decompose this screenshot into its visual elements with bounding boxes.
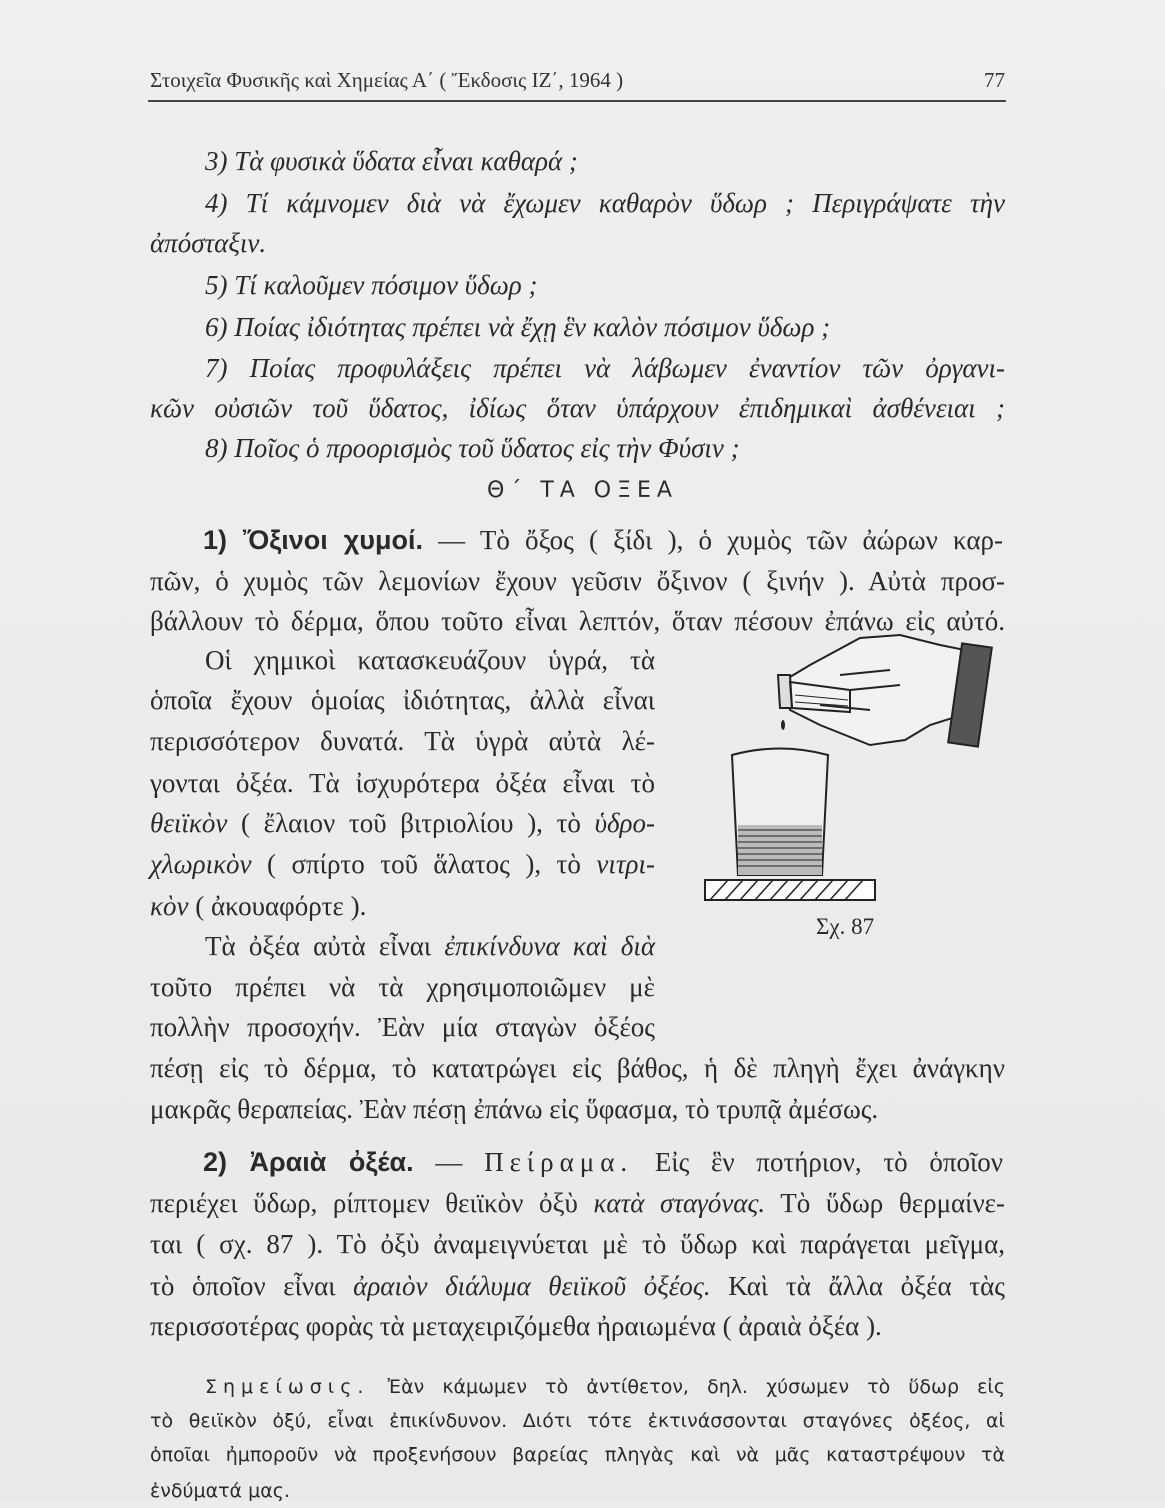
text-segment: Πείραμα. — [484, 1147, 634, 1177]
text-segment: θειϊκὸν — [150, 808, 228, 838]
stand-base — [705, 880, 875, 900]
figure-acid-pouring-illustration — [700, 630, 1010, 910]
text-segment: ( σπίρτο τοῦ ἅλατος ), τὸ — [251, 849, 597, 879]
text-line — [205, 929, 655, 963]
text-segment: ται ( σχ. 87 ). Τὸ ὀξὺ ἀναμειγνύεται μὲ τὸ ὕδωρ καὶ παράγεται μεῖγμα, — [150, 1229, 1005, 1259]
text-line — [205, 643, 655, 677]
text-line — [150, 724, 655, 758]
text-line — [203, 1145, 1003, 1179]
text-line — [150, 847, 655, 881]
text-line — [205, 351, 1005, 385]
text-line — [150, 1309, 882, 1343]
text-segment: 6) Ποίας ἰδιότητας πρέπει νὰ ἔχῃ ἓν καλὸν πόσιμον ὕδωρ ; — [205, 312, 831, 342]
chapter-heading: Θ΄ ΤΑ ΟΞΕΑ — [487, 478, 678, 503]
text-line — [150, 1010, 655, 1044]
text-line — [203, 523, 1003, 557]
text-segment: ὁποῖα ἔχουν ὁμοίας ἰδιότητας, ἀλλὰ εἶναι — [150, 685, 655, 715]
text-segment: ἀπόσταξιν. — [150, 228, 267, 258]
text-line — [150, 889, 366, 923]
text-segment: Τὸ ὕδωρ θερμαίνε- — [765, 1188, 1005, 1218]
text-line — [150, 1186, 1005, 1220]
text-line — [150, 1051, 1005, 1085]
text-segment: ἐνδύματά μας. — [150, 1480, 290, 1502]
text-line — [150, 683, 655, 717]
text-segment: κατὰ σταγόνας. — [593, 1188, 766, 1218]
text-line — [150, 1092, 878, 1126]
text-segment: ἐπικίνδυνα καὶ διὰ — [444, 931, 656, 961]
running-header — [150, 68, 1005, 93]
text-segment: ( ἀκουαφόρτε ). — [188, 891, 367, 921]
text-segment: ἀραιὸν διάλυμα θειϊκοῦ ὀξέος. — [353, 1271, 711, 1301]
text-segment: 4) Τί κάμνομεν διὰ νὰ ἔχωμεν καθαρὸν ὕδωρ ; Περιγράψατε τὴν — [205, 188, 1005, 218]
text-segment: χλωρικὸν — [150, 849, 252, 879]
note-line — [150, 1438, 1005, 1472]
text-line — [205, 310, 830, 344]
text-line — [205, 431, 740, 465]
text-segment: — Τὸ ὄξος ( ξίδι ), ὁ χυμὸς τῶν ἀώρων καρ- — [422, 525, 1004, 555]
text-segment: 7) Ποίας προφυλάξεις πρέπει νὰ λάβωμεν ἐναντίον τῶν ὀργανι- — [205, 353, 1005, 383]
beaker-icon — [732, 749, 828, 876]
text-segment: Εἰς ἓν ποτήριον, τὸ ὁποῖον — [633, 1147, 1003, 1177]
text-segment: πῶν, ὁ χυμὸς τῶν λεμονίων ἔχουν γεῦσιν ὄξινον ( ξινήν ). Αὐτὰ προσ- — [150, 566, 1005, 596]
text-segment: ὁποῖαι ἠμποροῦν νὰ προξενήσουν βαρείας πληγὰς καὶ νὰ μᾶς καταστρέψουν τὰ — [150, 1444, 1005, 1466]
text-segment: γονται ὀξέα. Τὰ ἰσχυρότερα ὀξέα εἶναι τὸ — [150, 768, 655, 798]
text-segment: τοῦτο πρέπει νὰ τὰ χρησιμοποιῶμεν μὲ — [150, 972, 655, 1002]
text-line — [150, 1227, 1005, 1261]
text-line — [150, 1269, 1005, 1303]
figure-caption: Σχ. 87 — [816, 914, 875, 939]
text-line — [150, 564, 1005, 598]
text-segment: περισσοτέρας φορὰς τὰ μεταχειριζόμεθα ἠραιωμένα ( ἀραιὰ ὀξέα ). — [150, 1311, 882, 1341]
text-segment: — — [413, 1147, 485, 1177]
text-line — [150, 970, 655, 1004]
text-segment: 2) Ἀραιὰ ὀξέα. — [203, 1147, 414, 1177]
text-segment: βάλλουν τὸ δέρμα, ὅπου τοῦτο εἶναι λεπτόν, ὅταν πέσουν ἐπάνω εἰς αὐτό. — [150, 606, 1005, 636]
note-line — [150, 1474, 290, 1508]
text-segment: ( ἔλαιον τοῦ βιτριολίου ), τὸ — [227, 808, 595, 838]
text-segment: Οἱ χημικοὶ κατασκευάζουν ὑγρά, τὰ — [205, 645, 655, 675]
text-line — [150, 806, 655, 840]
text-segment: τὸ θειϊκὸν ὀξύ, εἶναι ἐπικίνδυνον. Διότι τότε ἐκτινάσσονται σταγόνες ὀξέος, αἱ — [150, 1410, 1005, 1432]
text-segment: περισσότερον δυνατά. Τὰ ὑγρὰ αὐτὰ λέ- — [150, 726, 655, 756]
text-segment: 3) Τὰ φυσικὰ ὕδατα εἶναι καθαρά ; — [205, 146, 578, 176]
text-segment: Σημείωσις. — [205, 1376, 370, 1398]
text-segment: πολλὴν προσοχήν. Ἐὰν μία σταγὼν ὀξέος — [150, 1012, 655, 1042]
note-line — [205, 1370, 1005, 1404]
text-line — [150, 226, 266, 260]
header-rule — [148, 100, 1006, 102]
text-segment: κῶν οὐσιῶν τοῦ ὕδατος, ἰδίως ὅταν ὑπάρχουν ἐπιδημικαὶ ἀσθένειαι ; — [150, 393, 1005, 423]
text-segment: τὸ ὁποῖον εἶναι — [150, 1271, 354, 1301]
text-segment: μακρᾶς θεραπείας. Ἐὰν πέσῃ ἐπάνω εἰς ὕφασμα, τὸ τρυπᾷ ἀμέσως. — [150, 1094, 879, 1124]
note-line — [150, 1404, 1005, 1438]
text-segment: Τὰ ὀξέα αὐτὰ εἶναι — [205, 931, 445, 961]
text-segment: πέσῃ εἰς τὸ δέρμα, τὸ κατατρώγει εἰς βάθος, ἡ δὲ πληγὴ ἔχει ἀνάγκην — [150, 1053, 1005, 1083]
hand-icon — [785, 635, 965, 745]
text-line — [205, 268, 538, 302]
text-segment: Ἐὰν κάμωμεν τὸ ἀντίθετον, δηλ. χύσωμεν τὸ ὕδωρ εἰς — [369, 1376, 1005, 1398]
text-line — [205, 186, 1005, 220]
text-segment: κὸν — [150, 891, 189, 921]
text-segment: 1) Ὄξινοι χυμοί. — [203, 525, 423, 555]
text-segment: Καὶ τὰ ἄλλα ὀξέα τὰς — [710, 1271, 1005, 1301]
text-line — [150, 766, 655, 800]
text-line — [205, 144, 578, 178]
page-number: 77 — [984, 68, 1005, 92]
header-title: Στοιχεῖα Φυσικῆς καὶ Χημείας Α΄ ( Ἔκδοσις ΙΖ΄, 1964 ) — [150, 68, 624, 92]
text-line — [150, 391, 1005, 425]
text-segment: περιέχει ὕδωρ, ρίπτομεν θειϊκὸν ὀξὺ — [150, 1188, 594, 1218]
text-segment: νιτρι- — [596, 849, 655, 879]
text-segment: ὑδρο- — [594, 808, 655, 838]
text-segment: 5) Τί καλοῦμεν πόσιμον ὕδωρ ; — [205, 270, 538, 300]
text-segment: 8) Ποῖος ὁ προορισμὸς τοῦ ὕδατος εἰς τὴν Φύσιν ; — [205, 433, 740, 463]
